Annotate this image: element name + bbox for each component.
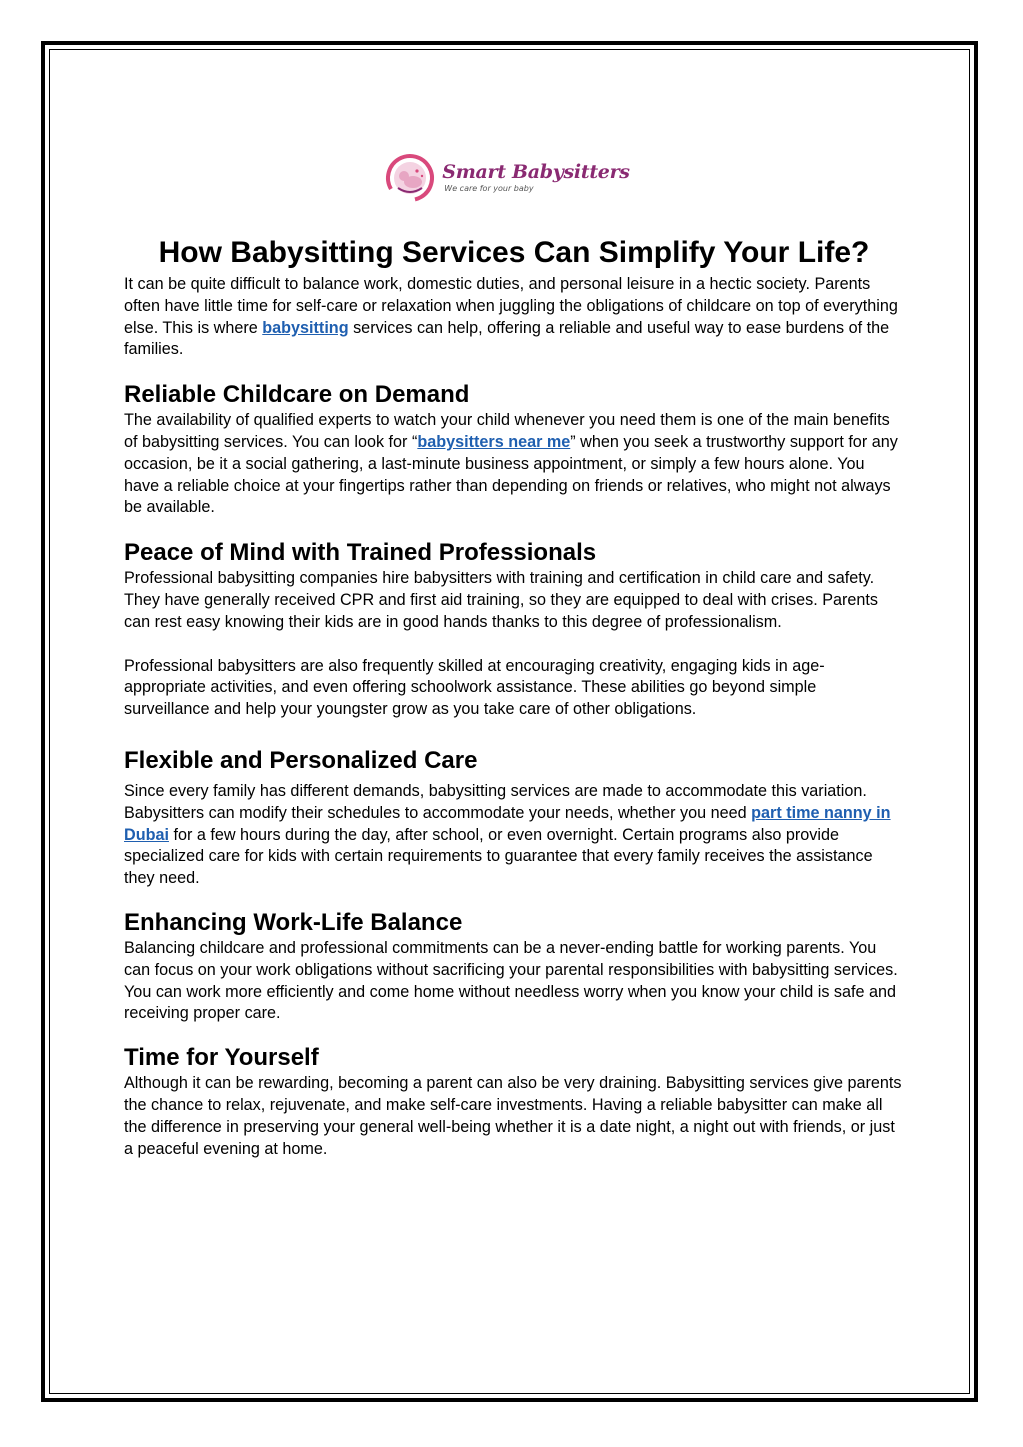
section-heading: Enhancing Work-Life Balance	[124, 908, 463, 936]
intro-paragraph	[124, 274, 904, 361]
section-paragraph	[124, 781, 904, 890]
section-flexible-care	[124, 746, 904, 890]
paragraph-text-end: ” when you seek a trustworthy support for any occasion, be it a social gathering, a last-minute business appointment, or simply a few hours alone. You have a reliable choice at your fingertips rather than depending on friends or relatives, who might not always be available.	[124, 432, 898, 517]
section-heading: Flexible and Personalized Care	[124, 746, 478, 774]
logo-tagline: We care for your baby	[444, 184, 534, 193]
section-paragraph: Balancing childcare and professional commitments can be a never-ending battle for working parents. You can focus on your work obligations without sacrificing your parental responsibilities with babysitting services. You can work more efficiently and come home without needless worry when you know your child is safe and receiving proper care.	[124, 938, 898, 1023]
babysitters-near-me-link[interactable]: babysitters near me	[417, 432, 571, 451]
baby-moon-icon	[384, 152, 436, 204]
section-trained-professionals	[124, 538, 904, 721]
logo-name: Smart Babysitters	[442, 161, 630, 183]
babysitting-link[interactable]: babysitting	[262, 318, 349, 337]
intro-text-start: It can be quite difficult to balance work, domestic duties, and personal leisure in a hectic society. Parents often have little time for self-care or relaxation when juggling the obligations of childcare on top of everything else. This is where	[124, 275, 898, 337]
paragraph-text-start: Since every family has different demands, babysitting services are made to accommodate this variation. Babysitters can modify their schedules to accommodate your needs, whether you need	[124, 781, 867, 822]
section-paragraph	[124, 410, 904, 519]
section-time-for-yourself	[124, 1043, 904, 1160]
section-heading: Time for Yourself	[124, 1044, 319, 1072]
brand-logo	[110, 150, 904, 206]
section-heading: Peace of Mind with Trained Professionals	[124, 539, 597, 567]
section-paragraph: Professional babysitting companies hire babysitters with training and certification in child care and safety. They have generally received CPR and first aid training, so they are equipped to deal with crises. Parents can rest easy knowing their kids are in good hands thanks to this degree of professionalism.	[124, 569, 879, 631]
section-reliable-childcare	[124, 380, 904, 519]
section-paragraph: Although it can be rewarding, becoming a parent can also be very draining. Babysitting services give parents the chance to relax, rejuvenate, and make self-care investments. Having a reliable babysitter can make all the difference in preserving your general well-being whether it is a date night, a night out with friends, or just a peaceful evening at home.	[124, 1074, 902, 1158]
section-heading: Reliable Childcare on Demand	[124, 381, 470, 409]
paragraph-text-end: for a few hours during the day, after school, or even overnight. Certain programs also provide specialized care for kids with certain requirements to guarantee that every family receives the assistance they need.	[124, 825, 873, 888]
intro-text-end: services can help, offering a reliable and useful way to ease burdens of the families.	[124, 318, 890, 359]
section-work-life-balance	[124, 908, 904, 1025]
paragraph-text-start: The availability of qualified experts to watch your child whenever you need them is one of the main benefits of babysitting services. You can look for “	[124, 411, 890, 451]
part-time-nanny-dubai-link[interactable]: part time nanny in Dubai	[124, 803, 891, 844]
section-paragraph: Professional babysitters are also frequently skilled at encouraging creativity, engaging kids in age-appropriate activities, and even offering schoolwork assistance. These abilities go beyond simple surveillance and help your youngster grow as you take care of other obligations.	[124, 656, 825, 719]
document-body	[124, 150, 904, 1160]
page-title: How Babysitting Services Can Simplify Your Life?	[158, 236, 870, 269]
